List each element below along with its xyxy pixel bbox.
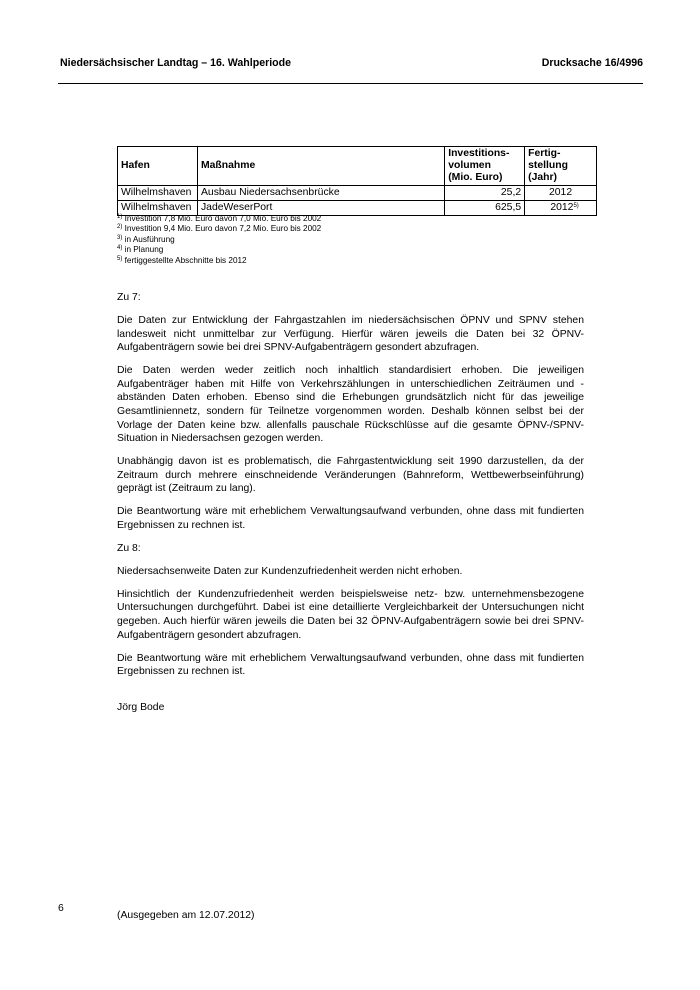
col-header-invest-line: (Mio. Euro)	[448, 172, 503, 183]
footnote-text: in Planung	[124, 245, 164, 255]
cell-jahr	[525, 201, 597, 216]
investment-table	[117, 146, 597, 216]
footnote-mark: 1)	[117, 214, 123, 220]
cell-hafen: Wilhelmshaven	[118, 186, 198, 201]
section-heading-zu7: Zu 7:	[117, 292, 141, 303]
paragraph: Die Beantwortung wäre mit erheblichem Verwaltungsaufwand verbunden, ohne dass mit fundierten Ergebnissen zu rechnen ist.	[117, 652, 584, 678]
header-document-number: Drucksache 16/4996	[541, 57, 643, 69]
col-header-fertig	[525, 147, 597, 186]
footnote-text: Investition 9,4 Mio. Euro davon 7,2 Mio. Euro bis 2002	[124, 224, 322, 234]
footnote	[117, 235, 321, 245]
col-header-invest	[445, 147, 525, 186]
paragraph: Die Daten werden weder zeitlich noch inhaltlich standardisiert erhoben. Die jeweiligen Aufgabenträger haben mit Hilfe von Verkehrszählungen in unterschiedlichen Zeiträumen und -abständen Daten erhoben. Ebenso sind die Erhebungen grundsätzlich nicht für das jeweilige Gesamtliniennetz, sondern für Teilnetze vorgenommen worden. Deshalb können selbst bei der Vorlage der Daten keine bzw. allenfalls pauschale Rückschlüsse auf die gesamte ÖPNV-/SPNV-Situation in Niedersachsen gezogen werden.	[117, 365, 584, 445]
cell-massnahme: JadeWeserPort	[197, 201, 444, 216]
col-header-hafen: Hafen	[118, 147, 198, 186]
issue-date: (Ausgegeben am 12.07.2012)	[117, 910, 255, 921]
table-header-row	[118, 147, 597, 186]
paragraph: Die Beantwortung wäre mit erheblichem Verwaltungsaufwand verbunden, ohne dass mit fundierten Ergebnissen zu rechnen ist.	[117, 506, 584, 531]
paragraph: Die Daten zur Entwicklung der Fahrgastzahlen im niedersächsischen ÖPNV und SPNV stehen landesweit nicht unmittelbar zur Verfügung. Hierfür wären jeweils die Daten bei 32 ÖPNV-Aufgabenträgern sowie bei drei SPNV-Aufgabenträgern gesondert abzufragen.	[117, 314, 584, 354]
footnote-text: Investition 7,8 Mio. Euro davon 7,0 Mio. Euro bis 2002	[124, 214, 322, 223]
header-divider	[58, 83, 643, 84]
table-footnotes	[117, 214, 321, 266]
footnote	[117, 224, 321, 234]
col-header-fertig-line: Fertig-	[528, 148, 561, 159]
footnote-mark: 3)	[117, 234, 123, 241]
cell-hafen: Wilhelmshaven	[118, 201, 198, 216]
footnote	[117, 214, 321, 224]
footnote-text: in Ausführung	[124, 234, 175, 244]
cell-massnahme: Ausbau Niedersachsenbrücke	[197, 186, 444, 201]
cell-invest: 625,5	[445, 201, 525, 216]
footnote-mark: 2)	[117, 224, 123, 231]
page-number: 6	[58, 903, 64, 914]
signature: Jörg Bode	[117, 701, 165, 713]
paragraph: Niedersachsenweite Daten zur Kundenzufriedenheit werden nicht erhoben.	[117, 565, 463, 577]
footnote-ref: 5)	[573, 203, 579, 209]
section-heading-zu8: Zu 8:	[117, 542, 141, 554]
answer-body	[117, 291, 584, 724]
paragraph: Unabhängig davon ist es problematisch, die Fahrgastentwicklung seit 1990 darzustellen, da der Zeitraum durch mehrere einschneidende Veränderungen (Bahnreform, Wettbewerbseinführung) geprägt ist (Zeitraum zu lang).	[117, 456, 584, 495]
paragraph: Hinsichtlich der Kundenzufriedenheit werden beispielsweise netz- bzw. unternehmensbezogene Untersuchungen durchgeführt. Dabei ist eine detaillierte Vergleichbarkeit der Untersuchungen nicht gegeben. Auch hierfür wären jeweils die Daten bei 32 ÖPNV-Aufgabenträgern sowie bei drei SPNV-Aufgabenträgern gesondert abzufragen.	[117, 588, 584, 641]
footnote-mark: 5)	[117, 255, 123, 262]
footnote-text: fertiggestellte Abschnitte bis 2012	[124, 255, 247, 265]
footnote-mark: 4)	[117, 245, 123, 252]
cell-jahr-value: 2012	[549, 187, 573, 198]
col-header-invest-line: Investitions-	[448, 148, 510, 159]
cell-jahr	[525, 186, 597, 201]
col-header-invest-line: volumen	[448, 160, 491, 171]
col-header-fertig-line: (Jahr)	[528, 172, 557, 183]
col-header-massnahme: Maßnahme	[197, 147, 444, 186]
cell-invest: 25,2	[445, 186, 525, 201]
cell-jahr-value: 2012	[550, 202, 574, 213]
header-parliament-title: Niedersächsischer Landtag – 16. Wahlperiode	[60, 57, 291, 69]
footnote	[117, 245, 321, 255]
table-row	[118, 186, 597, 201]
col-header-fertig-line: stellung	[528, 160, 568, 171]
footnote	[117, 256, 321, 266]
